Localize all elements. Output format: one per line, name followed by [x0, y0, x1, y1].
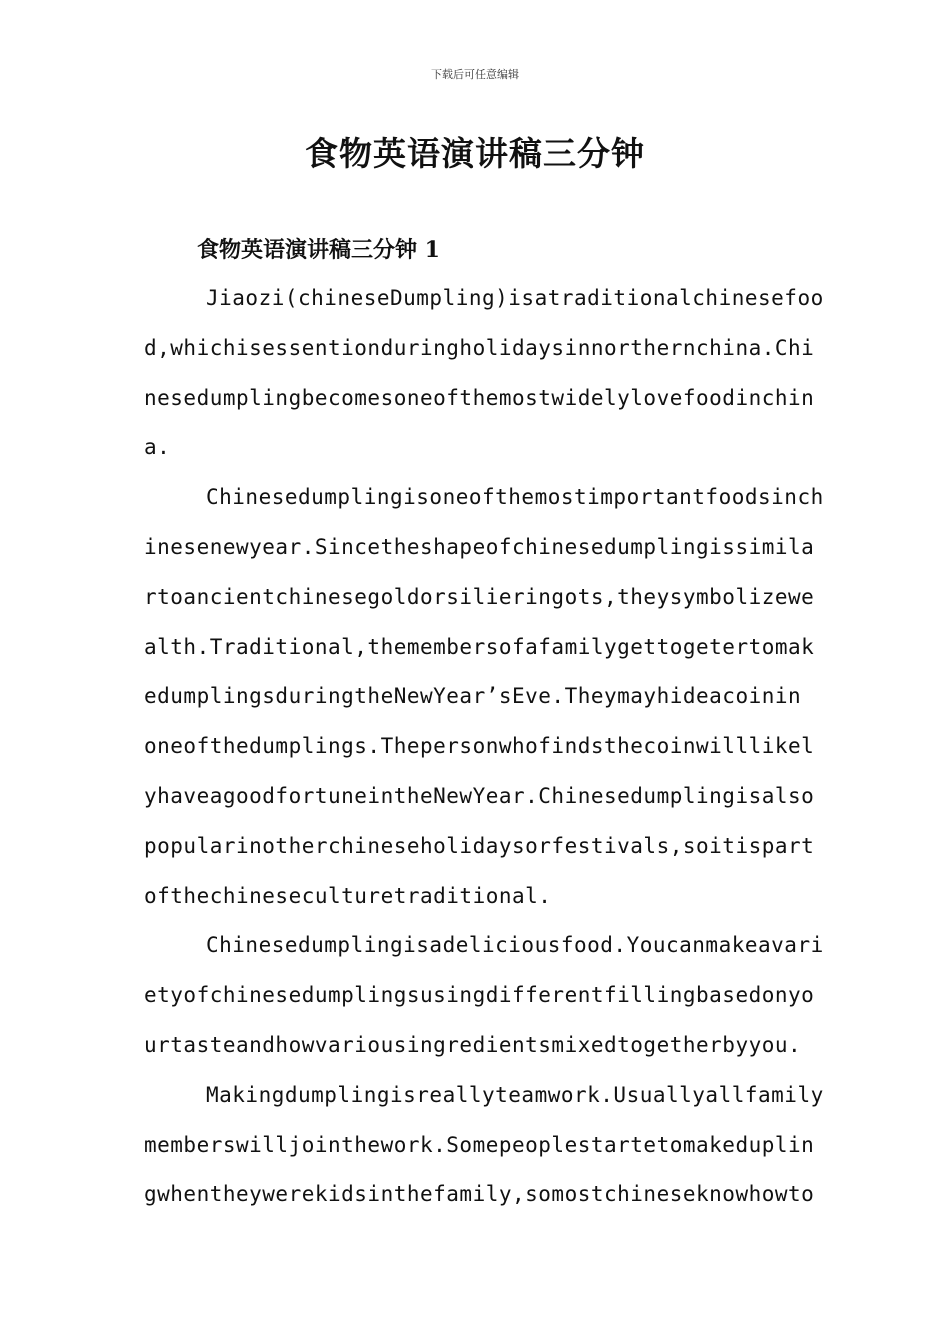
paragraph-line: Jiaozi(chineseDumpling)isatraditionalchinesefoo [206, 286, 824, 310]
section-heading: 食物英语演讲稿三分钟 1 [197, 237, 440, 263]
paragraph-line: Chinesedumplingisadeliciousfood.Youcanmakeavari [206, 933, 824, 958]
paragraph-line: urtasteandhowvariousingredientsmixedtogetherbyyou. [144, 1032, 802, 1057]
paragraph-line: alth.Traditional,themembersofafamilygettogetertomak [144, 634, 815, 659]
paragraph-line: gwhentheywerekidsinthefamily,somostchineseknowhowto [144, 1182, 815, 1207]
paragraph-line: oneofthedumplings.Thepersonwhofindsthecoinwilllikel [144, 734, 815, 759]
header-note: 下载后可任意编辑 [431, 68, 519, 81]
paragraph-line: rtoancientchinesegoldorsilieringots,theysymbolizewe [144, 584, 815, 609]
document-title: 食物英语演讲稿三分钟 [305, 134, 645, 173]
paragraph-line: etyofchinesedumplingsusingdifferentfillingbasedonyo [144, 983, 815, 1008]
paragraph-line: Chinesedumplingisoneofthemostimportantfoodsinch [206, 485, 824, 510]
paragraph-line: inesenewyear.Sincetheshapeofchinesedumplingissimila [144, 534, 815, 559]
paragraph-line: Makingdumplingisreallyteamwork.Usuallyallfamily [206, 1082, 824, 1107]
paragraph-line: yhaveagoodfortuneintheNewYear.Chinesedumplingisalso [144, 783, 815, 808]
paragraph-line: edumplingsduringtheNewYear’sEve.Theymayhideacoinin [144, 684, 802, 709]
paragraph-line: ofthechineseculturetraditional. [144, 883, 552, 908]
paragraph-line: nesedumplingbecomesoneofthemostwidelylovefoodinchin [144, 385, 815, 410]
body-text [144, 274, 824, 1220]
paragraph-line: a. [144, 435, 171, 460]
paragraph-line: memberswilljointhework.Somepeoplestartetomakeduplin [144, 1132, 815, 1157]
paragraph-line: popularinotherchineseholidaysorfestivals,soitispart [144, 833, 815, 858]
paragraph-line: d,whichisessentionduringholidaysinnorthernchina.Chi [144, 335, 815, 360]
